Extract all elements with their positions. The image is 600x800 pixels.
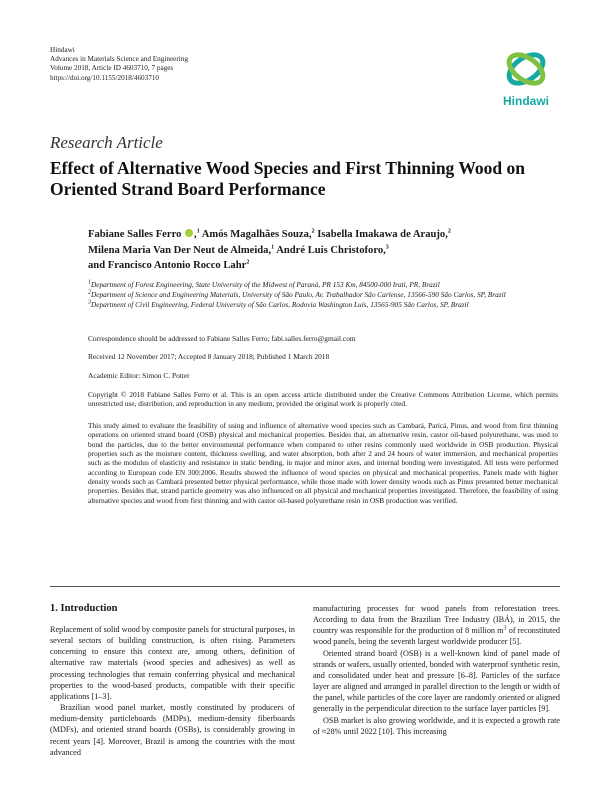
- author-list: Fabiane Salles Ferro ,$^1$ Amós Magalhães Souza,$^2$ Isabella Imakawa de Araujo,$^2$ Milena Maria Van Der Neut de Almeida,$^1$ André Luis Christoforo,$^3$ and Francisco Antonio Rocco Lahr$^2$: [88, 228, 451, 272]
- publisher-name: Hindawi: [50, 46, 75, 54]
- affiliation-item: $^3$Department of Civil Engineering, Federal University of São Carlos, Rodovia Washington Luís, 13565-905 São Carlos, SP, Brazil: [88, 299, 469, 310]
- author-affil-sup: 1: [271, 244, 275, 251]
- doi-link[interactable]: https://doi.org/10.1155/2018/4603710: [50, 73, 160, 82]
- author-name: Isabella Imakawa de Araujo,: [317, 229, 448, 240]
- correspondence-note: Correspondence should be addressed to Fabiane Salles Ferro; fabi.salles.ferro@gmail.com: [88, 334, 356, 343]
- academic-editor: Academic Editor: Simon C. Potter: [88, 371, 190, 380]
- author-name: Milena Maria Van Der Neut de Almeida,: [88, 244, 272, 256]
- author-affil-sup: 3: [385, 244, 389, 251]
- author-affil-sup: 2: [447, 228, 451, 235]
- copyright-notice: Copyright © 2018 Fabiane Salles Ferro et al. This is an open access article distributed under the Creative Commons Attribution License, which permits unrestricted use, distribution, and reproduction in any medium, provided the original work is properly cited.: [88, 390, 558, 409]
- section-divider: [50, 586, 560, 587]
- journal-name: Advances in Materials Science and Engineering: [50, 55, 188, 64]
- abstract: This study aimed to evaluate the feasibility of using and influence of alternative wood species such as Cambará, Paricá, Pinus, and wood from first thinning operations on oriented strand board (OSB) physical and mechanical properties. Besides that, an alternative resin, castor oil-based polyurethane, was used to bond the particles, due to the better environmental performance when compared to other resins commonly used worldwide in OSB production. Physical properties such as the moisture content, thickness swelling, and water absorption, both after 2 and 24 hours of water immersion, and mechanical properties such as the modulus of elasticity and resistance in static bending, in major and minor axes, and internal bonding were investigated. All tests were performed according to European code EN 300:2006. Results showed the influence of wood species on physical and mechanical properties. Panels made with higher density woods such as Cambará presented better physical performance, while those made with lower density woods such as Pinus presented better mechanical properties. Besides that, strand particle geometry was also influenced on all physical and mechanical properties investigated. Therefore, the feasibility of using alternative species and wood from first thinning and with castor oil-based polyurethane resin in OSB production was verified.: [88, 421, 558, 505]
- author-name: and Francisco Antonio Rocco Lahr: [88, 260, 247, 272]
- body-paragraph: OSB market is also growing worldwide, and it is expected a growth rate of ≈28% until 2022 [10]. This increasing: [313, 715, 560, 736]
- affiliation-item: $^2$Department of Science and Engineering Materials, University of São Paulo, Av. Trabalhador São Carlense, 13566-590 São Carlos, SP, Brazil: [88, 289, 506, 300]
- author-name: Fabiane Salles Ferro: [88, 229, 182, 240]
- hindawi-logo-icon: [502, 46, 550, 92]
- author-affil-sup: 2: [246, 259, 250, 266]
- orcid-icon[interactable]: [185, 229, 193, 237]
- article-title: Effect of Alternative Wood Species and First Thinning Wood on Oriented Strand Board Performance: [50, 158, 525, 199]
- affiliation-item: $^1$Department of Forest Engineering, State University of the Midwest of Paraná, PR 153 Km, 84500-000 Irati, PR, Brazil: [88, 279, 440, 289]
- hindawi-logo: [496, 46, 556, 108]
- author-affil-sup: 1: [196, 228, 200, 235]
- journal-header: [50, 46, 188, 83]
- author-name: André Luis Christoforo,: [276, 244, 386, 256]
- left-column: [50, 624, 295, 758]
- hindawi-logo-text: Hindawi: [502, 94, 549, 108]
- body-paragraph: Replacement of solid wood by composite panels for structural purposes, in several sectors of building construction, is often rising. Parameters concerning to ensure this context are, among others, definition of alternative raw materials (wood species and adhesives) as well as processing technologies that remain conferring physical and mechanical properties to the wood-based products, compatible with their specific applications [1–3].: [50, 625, 295, 701]
- body-paragraph: Oriented strand board (OSB) is a well-known kind of panel made of strands or wafers, usually oriented, bonded with waterproof synthetic resin, and consolidated under heat and pressure [6–8]. Particles of the surface layer are aligned and arranged in parallel direction to the length or width of the panel, while particles of the core layer are randomly oriented or aligned generally in the perpendicular direction to the surface layer particles [9].: [313, 648, 560, 714]
- volume-info: Volume 2018, Article ID 4603710, 7 pages: [50, 64, 174, 73]
- affiliations: [88, 280, 553, 310]
- section-heading-introduction: 1. Introduction: [50, 603, 118, 614]
- publication-dates: Received 12 November 2017; Accepted 8 January 2018; Published 1 March 2018: [88, 352, 330, 361]
- body-paragraph: manufacturing processes for wood panels from reforestation trees. According to data from the Brazilian Tree Industry (IBÁ), in 2015, the country was responsible for the production of 8 million $m^3$ of reconstituted wood panels, being the seventh largest worldwide producer [5].: [313, 604, 560, 647]
- body-paragraph: Brazilian wood panel market, mostly constituted by producers of medium-density particleboards (MDPs), medium-density fiberboards (MDFs), and oriented strand boards (OSBs), is considerably growing in recent years [4]. Moreover, Brazil is among the countries with the most advanced: [50, 703, 295, 757]
- author-affil-sup: 2: [311, 228, 315, 235]
- article-type: Research Article: [50, 133, 163, 152]
- author-name: Amós Magalhães Souza,: [201, 229, 312, 240]
- right-column: [313, 603, 560, 737]
